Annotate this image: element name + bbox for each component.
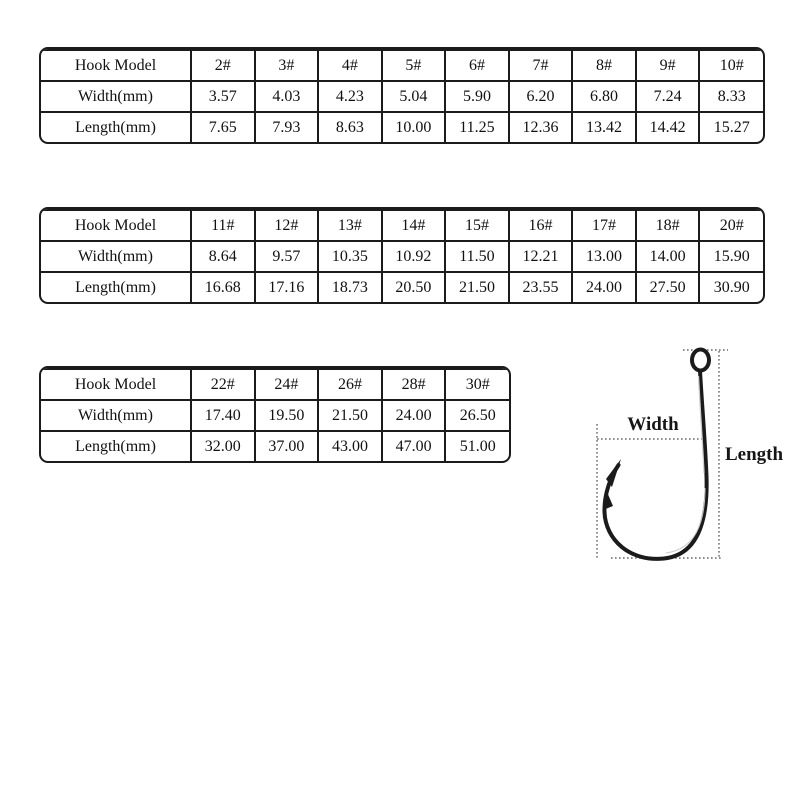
column-header-cell: 7#: [509, 50, 573, 81]
value-cell: 10.92: [382, 241, 446, 272]
table-corner-header-cell: Hook Model: [41, 50, 191, 81]
value-cell: 4.23: [318, 81, 382, 112]
column-header-cell: 22#: [191, 369, 255, 400]
value-cell: 7.65: [191, 112, 255, 142]
value-cell: 13.42: [572, 112, 636, 142]
hook-eye: [692, 350, 709, 371]
hook-shank-and-bend: [604, 371, 706, 559]
value-cell: 23.55: [509, 272, 573, 302]
value-cell: 24.00: [572, 272, 636, 302]
hook-size-table-small-sizes: [39, 47, 765, 144]
value-cell: 19.50: [255, 400, 319, 431]
column-header-cell: 24#: [255, 369, 319, 400]
table-corner-header-cell: Hook Model: [41, 369, 191, 400]
value-cell: 17.40: [191, 400, 255, 431]
column-header-cell: 17#: [572, 210, 636, 241]
value-cell: 7.93: [255, 112, 319, 142]
value-cell: 14.42: [636, 112, 700, 142]
column-header-cell: 30#: [445, 369, 509, 400]
length-dimension-label: Length: [725, 444, 784, 465]
column-header-cell: 2#: [191, 50, 255, 81]
value-cell: 12.21: [509, 241, 573, 272]
column-header-cell: 6#: [445, 50, 509, 81]
column-header-cell: 8#: [572, 50, 636, 81]
value-cell: 20.50: [382, 272, 446, 302]
value-cell: 8.64: [191, 241, 255, 272]
value-cell: 11.25: [445, 112, 509, 142]
row-header-cell: Width(mm): [41, 241, 191, 272]
column-header-cell: 9#: [636, 50, 700, 81]
value-cell: 17.16: [255, 272, 319, 302]
column-header-cell: 18#: [636, 210, 700, 241]
value-cell: 3.57: [191, 81, 255, 112]
width-dimension-label: Width: [627, 414, 679, 435]
value-cell: 12.36: [509, 112, 573, 142]
column-header-cell: 11#: [191, 210, 255, 241]
value-cell: 5.04: [382, 81, 446, 112]
value-cell: 10.00: [382, 112, 446, 142]
value-cell: 26.50: [445, 400, 509, 431]
column-header-cell: 20#: [699, 210, 763, 241]
value-cell: 7.24: [636, 81, 700, 112]
hook-size-table-large-sizes: [39, 366, 511, 463]
value-cell: 18.73: [318, 272, 382, 302]
value-cell: 15.27: [699, 112, 763, 142]
row-header-cell: Width(mm): [41, 81, 191, 112]
value-cell: 30.90: [699, 272, 763, 302]
table-corner-header-cell: Hook Model: [41, 210, 191, 241]
value-cell: 9.57: [255, 241, 319, 272]
value-cell: 51.00: [445, 431, 509, 461]
hook-dimension-diagram: [558, 328, 798, 583]
column-header-cell: 3#: [255, 50, 319, 81]
hook-size-table-medium-sizes: [39, 207, 765, 304]
value-cell: 37.00: [255, 431, 319, 461]
dimension-lines: [597, 350, 728, 560]
value-cell: 15.90: [699, 241, 763, 272]
value-cell: 10.35: [318, 241, 382, 272]
value-cell: 21.50: [445, 272, 509, 302]
value-cell: 8.63: [318, 112, 382, 142]
row-header-cell: Width(mm): [41, 400, 191, 431]
column-header-cell: 14#: [382, 210, 446, 241]
column-header-cell: 26#: [318, 369, 382, 400]
row-header-cell: Length(mm): [41, 112, 191, 142]
row-header-cell: Length(mm): [41, 431, 191, 461]
value-cell: 6.20: [509, 81, 573, 112]
value-cell: 47.00: [382, 431, 446, 461]
column-header-cell: 10#: [699, 50, 763, 81]
value-cell: 43.00: [318, 431, 382, 461]
column-header-cell: 5#: [382, 50, 446, 81]
column-header-cell: 15#: [445, 210, 509, 241]
bend-highlight: [666, 488, 705, 553]
column-header-cell: 4#: [318, 50, 382, 81]
value-cell: 16.68: [191, 272, 255, 302]
value-cell: 27.50: [636, 272, 700, 302]
value-cell: 4.03: [255, 81, 319, 112]
row-header-cell: Length(mm): [41, 272, 191, 302]
column-header-cell: 28#: [382, 369, 446, 400]
value-cell: 11.50: [445, 241, 509, 272]
column-header-cell: 16#: [509, 210, 573, 241]
value-cell: 24.00: [382, 400, 446, 431]
value-cell: 21.50: [318, 400, 382, 431]
hook-shape: [603, 350, 709, 559]
value-cell: 6.80: [572, 81, 636, 112]
column-header-cell: 13#: [318, 210, 382, 241]
value-cell: 32.00: [191, 431, 255, 461]
value-cell: 13.00: [572, 241, 636, 272]
value-cell: 14.00: [636, 241, 700, 272]
column-header-cell: 12#: [255, 210, 319, 241]
value-cell: 8.33: [699, 81, 763, 112]
value-cell: 5.90: [445, 81, 509, 112]
